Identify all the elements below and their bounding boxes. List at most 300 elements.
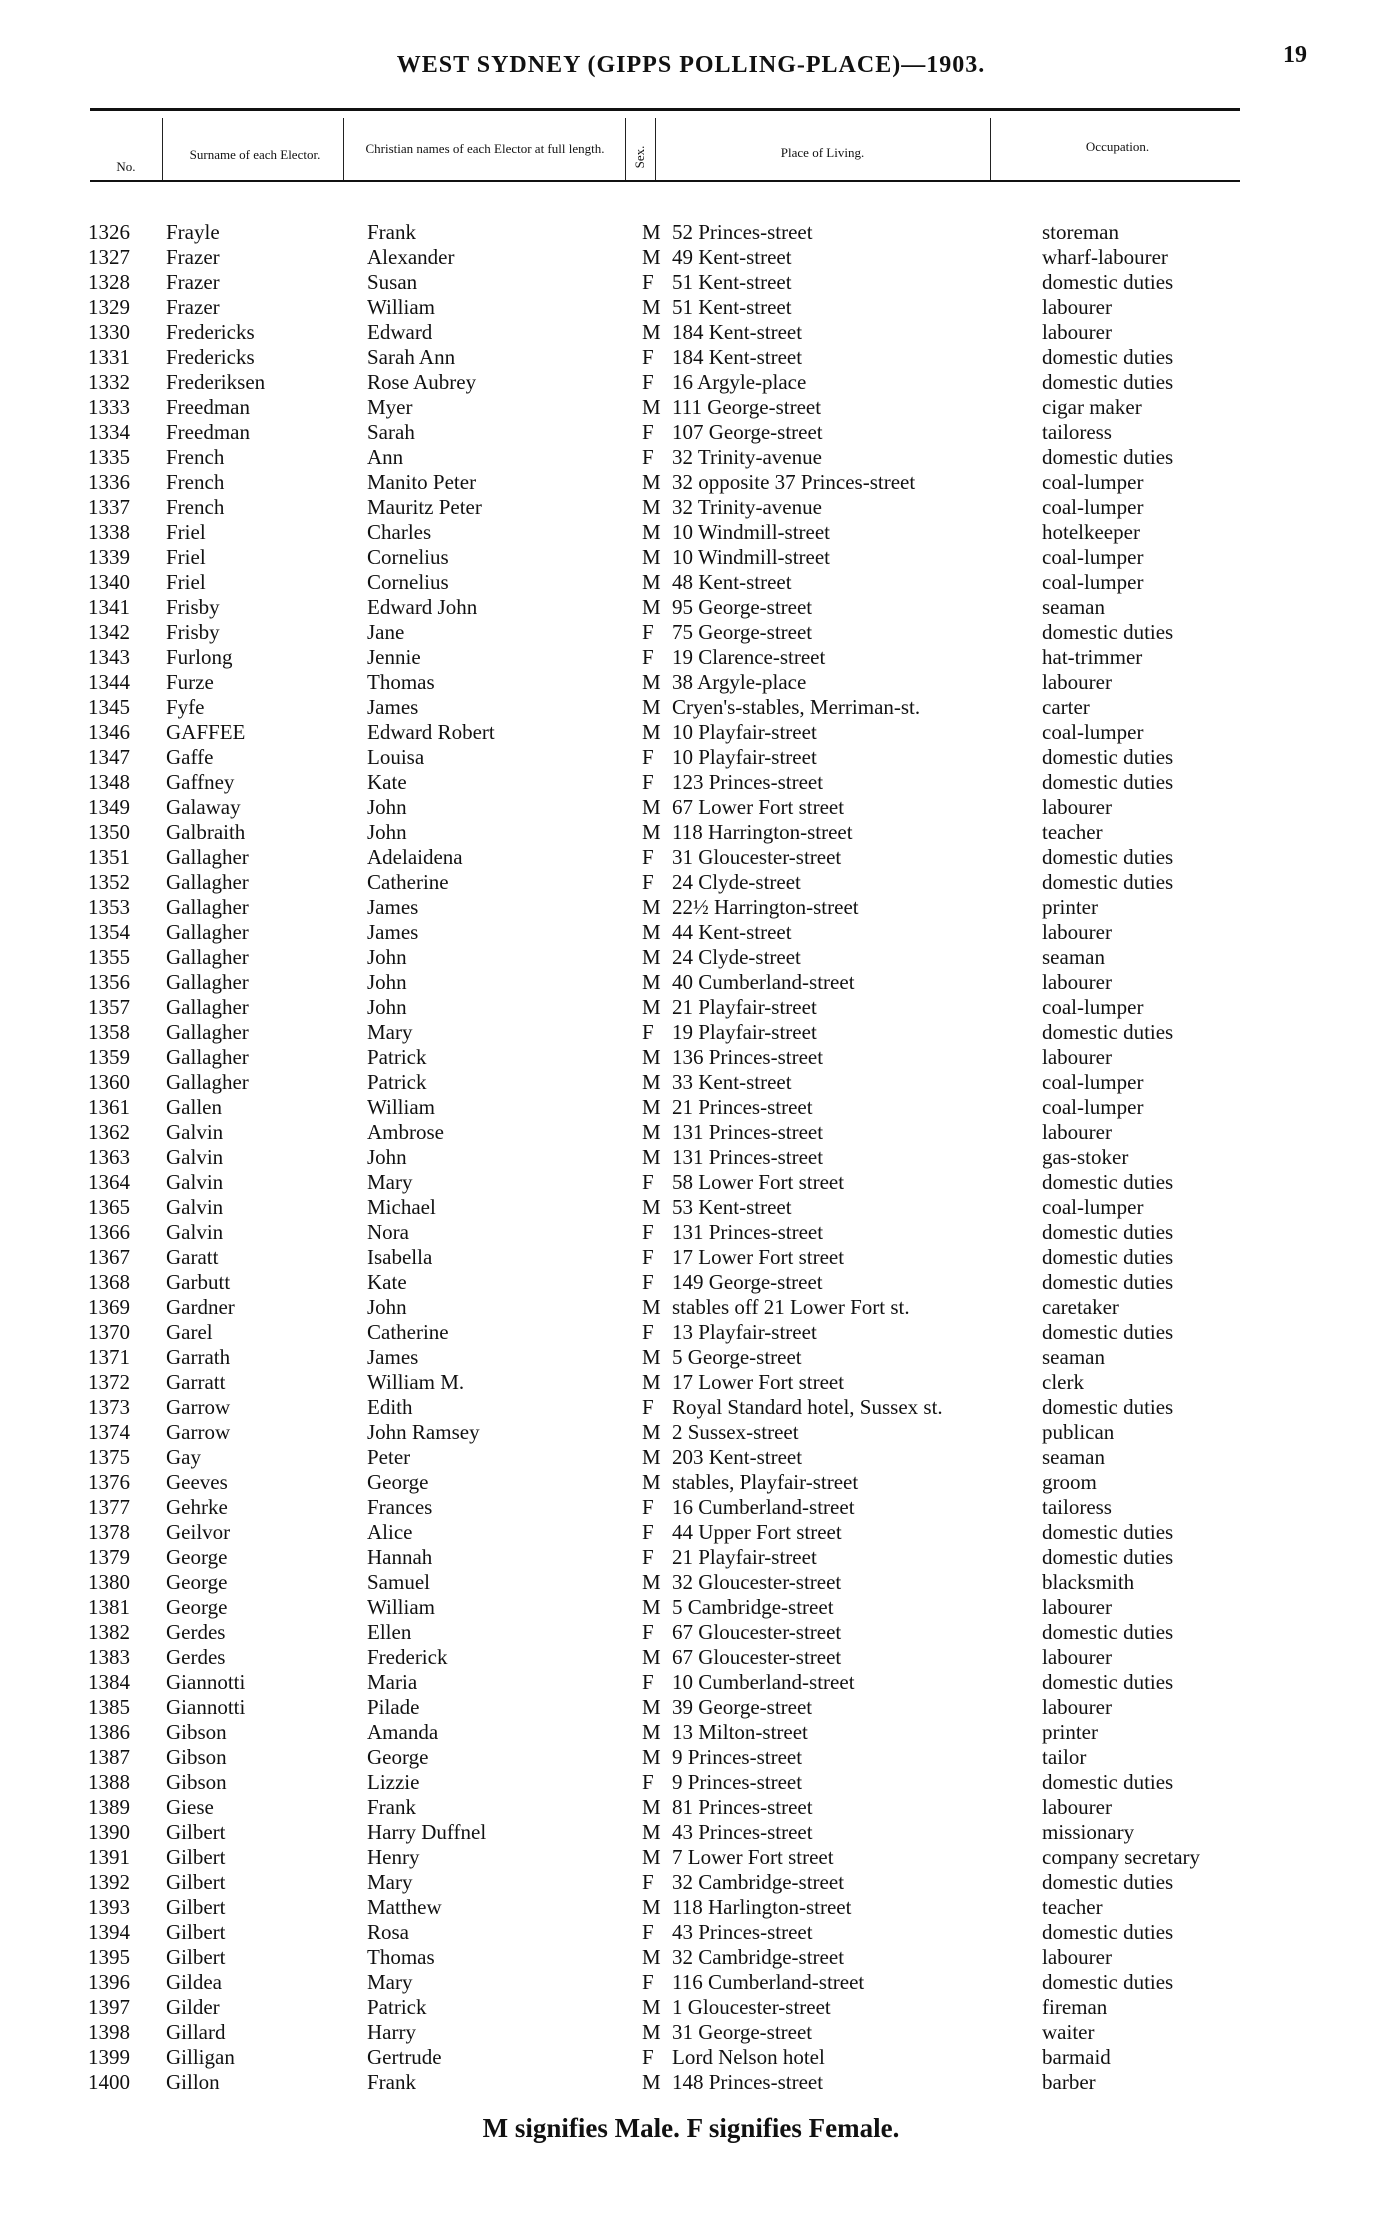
elector-surname: Galvin [166,1170,224,1194]
elector-place-of-living: 49 Kent-street [672,245,792,269]
elector-occupation: domestic duties [1042,1395,1174,1419]
elector-christian-names: John [367,1295,407,1319]
table-row [88,770,1292,795]
elector-surname: Gibson [166,1720,227,1744]
elector-sex: F [642,745,654,769]
elector-christian-names: Jennie [367,645,421,669]
elector-occupation: domestic duties [1042,620,1174,644]
elector-place-of-living: stables off 21 Lower Fort st. [672,1295,910,1319]
elector-surname: Giese [166,1795,214,1819]
table-row [88,420,1292,445]
elector-place-of-living: 39 George-street [672,1695,813,1719]
elector-place-of-living: 184 Kent-street [672,345,803,369]
elector-occupation: seaman [1042,1445,1105,1469]
elector-occupation: domestic duties [1042,1870,1174,1894]
elector-occupation: domestic duties [1042,870,1174,894]
elector-number: 1338 [88,520,130,544]
elector-place-of-living: 10 Cumberland-street [672,1670,855,1694]
elector-occupation: teacher [1042,1895,1103,1919]
elector-occupation: waiter [1042,2020,1095,2044]
elector-christian-names: Harry Duffnel [367,1820,487,1844]
elector-number: 1340 [88,570,130,594]
elector-sex: M [642,795,661,819]
elector-christian-names: George [367,1745,429,1769]
elector-place-of-living: Royal Standard hotel, Sussex st. [672,1395,943,1419]
elector-place-of-living: 24 Clyde-street [672,945,801,969]
elector-number: 1350 [88,820,130,844]
table-row [88,895,1292,920]
elector-surname: Frisby [166,595,220,619]
elector-sex: M [642,2020,661,2044]
elector-place-of-living: 32 Trinity-avenue [672,495,822,519]
elector-christian-names: James [367,1345,419,1369]
table-row [88,295,1292,320]
electors-table-body [88,220,1292,2095]
elector-surname: Garel [166,1320,213,1344]
elector-sex: M [642,495,661,519]
elector-christian-names: Alice [367,1520,413,1544]
elector-sex: M [642,1145,661,1169]
elector-place-of-living: 58 Lower Fort street [672,1170,845,1194]
elector-sex: F [642,1020,654,1044]
elector-surname: Gilbert [166,1945,226,1969]
elector-sex: F [642,1495,654,1519]
elector-sex: F [642,1170,654,1194]
elector-sex: F [642,645,654,669]
table-row [88,970,1292,995]
elector-place-of-living: 53 Kent-street [672,1195,792,1219]
elector-occupation: coal-lumper [1042,995,1144,1019]
elector-occupation: coal-lumper [1042,1195,1144,1219]
column-divider [655,118,656,180]
elector-number: 1370 [88,1320,130,1344]
elector-place-of-living: 51 Kent-street [672,270,792,294]
elector-place-of-living: 67 Gloucester-street [672,1645,842,1669]
elector-surname: Gilbert [166,1895,226,1919]
elector-place-of-living: 5 George-street [672,1345,802,1369]
table-row [88,1970,1292,1995]
elector-occupation: storeman [1042,220,1119,244]
elector-number: 1382 [88,1620,130,1644]
elector-number: 1384 [88,1670,130,1694]
elector-number: 1378 [88,1520,130,1544]
elector-number: 1373 [88,1395,130,1419]
elector-surname: Garatt [166,1245,219,1269]
table-row [88,1945,1292,1970]
column-header-sex: Sex. [632,145,647,169]
elector-occupation: company secretary [1042,1845,1201,1869]
page-title: WEST SYDNEY (GIPPS POLLING-PLACE)—1903. [396,52,986,78]
elector-place-of-living: 51 Kent-street [672,295,792,319]
elector-occupation: domestic duties [1042,270,1174,294]
elector-number: 1349 [88,795,130,819]
elector-christian-names: Matthew [367,1895,442,1919]
table-row [88,1520,1292,1545]
elector-number: 1375 [88,1445,130,1469]
elector-christian-names: Ambrose [367,1120,444,1144]
elector-christian-names: Henry [367,1845,420,1869]
elector-surname: Gallagher [166,870,249,894]
elector-surname: George [166,1570,228,1594]
elector-christian-names: Thomas [367,1945,435,1969]
column-divider [625,118,626,180]
table-row [88,1045,1292,1070]
elector-place-of-living: 107 George-street [672,420,823,444]
elector-surname: Gaffe [166,745,214,769]
elector-number: 1354 [88,920,130,944]
elector-occupation: coal-lumper [1042,720,1144,744]
elector-place-of-living: 21 Playfair-street [672,995,817,1019]
elector-sex: M [642,1570,661,1594]
elector-sex: M [642,1995,661,2019]
table-row [88,1395,1292,1420]
elector-surname: Gay [166,1445,201,1469]
elector-occupation: coal-lumper [1042,1070,1144,1094]
elector-occupation: labourer [1042,670,1112,694]
elector-surname: Furlong [166,645,233,669]
elector-sex: F [642,1670,654,1694]
elector-number: 1366 [88,1220,130,1244]
elector-occupation: groom [1042,1470,1097,1494]
elector-christian-names: William [367,1595,435,1619]
elector-place-of-living: 21 Playfair-street [672,1545,817,1569]
table-row [88,795,1292,820]
elector-place-of-living: 203 Kent-street [672,1445,803,1469]
elector-occupation: seaman [1042,945,1105,969]
elector-sex: M [642,395,661,419]
table-row [88,520,1292,545]
table-row [88,395,1292,420]
table-row [88,1145,1292,1170]
elector-surname: French [166,445,225,469]
elector-place-of-living: 19 Playfair-street [672,1020,817,1044]
elector-surname: Gilbert [166,1845,226,1869]
elector-number: 1327 [88,245,130,269]
elector-sex: M [642,970,661,994]
elector-sex: M [642,1120,661,1144]
elector-christian-names: Nora [367,1220,409,1244]
elector-number: 1351 [88,845,130,869]
elector-christian-names: John Ramsey [367,1420,480,1444]
elector-surname: Garrath [166,1345,231,1369]
table-row [88,1720,1292,1745]
elector-number: 1364 [88,1170,130,1194]
elector-christian-names: Patrick [367,1045,427,1069]
elector-christian-names: Hannah [367,1545,433,1569]
elector-sex: F [642,2045,654,2069]
elector-place-of-living: 111 George-street [672,395,822,419]
elector-christian-names: Patrick [367,1070,427,1094]
elector-surname: Galaway [166,795,241,819]
elector-number: 1336 [88,470,130,494]
elector-surname: Gerdes [166,1620,226,1644]
elector-occupation: labourer [1042,970,1112,994]
elector-surname: Gilligan [166,2045,235,2069]
elector-sex: M [642,1595,661,1619]
table-row [88,1245,1292,1270]
elector-place-of-living: 123 Princes-street [672,770,824,794]
elector-number: 1372 [88,1370,130,1394]
table-row [88,1345,1292,1370]
elector-place-of-living: 1 Gloucester-street [672,1995,831,2019]
elector-number: 1385 [88,1695,130,1719]
elector-christian-names: Frederick [367,1645,448,1669]
elector-occupation: tailor [1042,1745,1087,1769]
elector-number: 1362 [88,1120,130,1144]
elector-place-of-living: 148 Princes-street [672,2070,824,2094]
elector-sex: F [642,370,654,394]
elector-place-of-living: 32 Trinity-avenue [672,445,822,469]
elector-occupation: domestic duties [1042,1245,1174,1269]
elector-christian-names: Harry [367,2020,416,2044]
elector-occupation: labourer [1042,1695,1112,1719]
elector-occupation: labourer [1042,1795,1112,1819]
elector-sex: M [642,1470,661,1494]
elector-surname: Gilbert [166,1920,226,1944]
elector-place-of-living: 44 Kent-street [672,920,792,944]
elector-occupation: barber [1042,2070,1096,2094]
table-row [88,1770,1292,1795]
table-row [88,1470,1292,1495]
table-row [88,2070,1292,2095]
elector-place-of-living: 95 George-street [672,595,813,619]
elector-occupation: domestic duties [1042,1520,1174,1544]
elector-occupation: domestic duties [1042,345,1174,369]
elector-occupation: seaman [1042,1345,1105,1369]
elector-number: 1371 [88,1345,130,1369]
elector-occupation: labourer [1042,320,1112,344]
elector-sex: F [642,1545,654,1569]
table-row [88,645,1292,670]
table-row [88,270,1292,295]
elector-surname: Frazer [166,245,220,269]
elector-sex: F [642,445,654,469]
elector-place-of-living: 32 Cambridge-street [672,1870,845,1894]
table-row [88,920,1292,945]
table-row [88,1220,1292,1245]
elector-sex: M [642,920,661,944]
elector-occupation: caretaker [1042,1295,1119,1319]
elector-surname: Garratt [166,1370,226,1394]
elector-christian-names: Edward [367,320,433,344]
elector-number: 1355 [88,945,130,969]
elector-surname: GAFFEE [166,720,246,744]
table-row [88,845,1292,870]
elector-surname: Frazer [166,270,220,294]
elector-surname: Gildea [166,1970,222,1994]
elector-christian-names: Mary [367,1870,413,1894]
elector-occupation: domestic duties [1042,1770,1174,1794]
elector-surname: Gallagher [166,970,249,994]
table-row [88,1745,1292,1770]
elector-occupation: domestic duties [1042,1320,1174,1344]
elector-christian-names: Mauritz Peter [367,495,482,519]
elector-sex: F [642,1520,654,1544]
elector-occupation: domestic duties [1042,445,1174,469]
elector-christian-names: Amanda [367,1720,439,1744]
elector-occupation: labourer [1042,295,1112,319]
elector-place-of-living: 10 Playfair-street [672,720,817,744]
elector-sex: M [642,1070,661,1094]
header-top-rule [90,108,1240,111]
elector-number: 1347 [88,745,130,769]
elector-surname: Gibson [166,1770,227,1794]
elector-number: 1388 [88,1770,130,1794]
elector-christian-names: William [367,1095,435,1119]
elector-number: 1381 [88,1595,130,1619]
elector-christian-names: Pilade [367,1695,420,1719]
elector-place-of-living: 16 Cumberland-street [672,1495,855,1519]
elector-number: 1369 [88,1295,130,1319]
elector-occupation: clerk [1042,1370,1084,1394]
elector-number: 1332 [88,370,130,394]
elector-sex: M [642,720,661,744]
elector-number: 1386 [88,1720,130,1744]
elector-sex: M [642,295,661,319]
elector-occupation: hotelkeeper [1042,520,1140,544]
elector-place-of-living: 43 Princes-street [672,1920,813,1944]
elector-christian-names: Catherine [367,1320,449,1344]
table-row [88,1195,1292,1220]
elector-sex: F [642,845,654,869]
elector-sex: M [642,520,661,544]
elector-occupation: blacksmith [1042,1570,1135,1594]
elector-christian-names: John [367,945,407,969]
elector-place-of-living: 48 Kent-street [672,570,792,594]
table-row [88,1695,1292,1720]
table-row [88,1295,1292,1320]
elector-christian-names: Edith [367,1395,413,1419]
elector-occupation: labourer [1042,1120,1112,1144]
elector-number: 1396 [88,1970,130,1994]
elector-place-of-living: 75 George-street [672,620,813,644]
elector-occupation: seaman [1042,595,1105,619]
elector-surname: Gerdes [166,1645,226,1669]
elector-sex: M [642,995,661,1019]
elector-number: 1392 [88,1870,130,1894]
column-header-christian-names: Christian names of each Elector at full length. [365,141,605,156]
elector-christian-names: Frank [367,1795,416,1819]
elector-christian-names: Rosa [367,1920,409,1944]
elector-sex: F [642,1970,654,1994]
elector-place-of-living: 67 Gloucester-street [672,1620,842,1644]
elector-number: 1357 [88,995,130,1019]
elector-surname: Gaffney [166,770,235,794]
elector-place-of-living: 81 Princes-street [672,1795,813,1819]
elector-surname: Gallagher [166,945,249,969]
elector-place-of-living: 136 Princes-street [672,1045,824,1069]
elector-sex: M [642,1095,661,1119]
elector-place-of-living: 44 Upper Fort street [672,1520,842,1544]
table-row [88,570,1292,595]
elector-occupation: domestic duties [1042,1670,1174,1694]
elector-number: 1368 [88,1270,130,1294]
elector-surname: Gallagher [166,995,249,1019]
table-row [88,1670,1292,1695]
table-row [88,470,1292,495]
elector-place-of-living: 9 Princes-street [672,1770,803,1794]
table-row [88,870,1292,895]
elector-surname: Gardner [166,1295,235,1319]
elector-occupation: domestic duties [1042,1545,1174,1569]
elector-place-of-living: 33 Kent-street [672,1070,792,1094]
elector-christian-names: Frank [367,2070,416,2094]
elector-number: 1360 [88,1070,130,1094]
elector-occupation: domestic duties [1042,1620,1174,1644]
elector-christian-names: Peter [367,1445,411,1469]
elector-occupation: publican [1042,1420,1115,1444]
elector-surname: Geilvor [166,1520,231,1544]
elector-christian-names: Alexander [367,245,455,269]
elector-number: 1345 [88,695,130,719]
elector-christian-names: Adelaidena [367,845,463,869]
table-row [88,2045,1292,2070]
table-row [88,945,1292,970]
elector-place-of-living: 131 Princes-street [672,1120,824,1144]
table-row [88,1795,1292,1820]
table-row [88,1020,1292,1045]
elector-sex: M [642,220,661,244]
elector-occupation: labourer [1042,795,1112,819]
elector-sex: M [642,1195,661,1219]
elector-surname: Galvin [166,1145,224,1169]
elector-christian-names: William M. [367,1370,465,1394]
elector-occupation: coal-lumper [1042,1095,1144,1119]
elector-sex: M [642,1370,661,1394]
elector-christian-names: Charles [367,520,432,544]
elector-sex: M [642,820,661,844]
elector-christian-names: Ann [367,445,404,469]
elector-sex: F [642,1220,654,1244]
elector-occupation: printer [1042,895,1098,919]
elector-place-of-living: 67 Lower Fort street [672,795,845,819]
elector-surname: Friel [166,570,206,594]
elector-christian-names: John [367,995,407,1019]
elector-christian-names: Catherine [367,870,449,894]
elector-number: 1330 [88,320,130,344]
table-row [88,695,1292,720]
elector-place-of-living: 2 Sussex-street [672,1420,799,1444]
table-row [88,1120,1292,1145]
table-row [88,820,1292,845]
elector-number: 1328 [88,270,130,294]
elector-number: 1363 [88,1145,130,1169]
elector-sex: F [642,770,654,794]
elector-number: 1390 [88,1820,130,1844]
elector-occupation: labourer [1042,1645,1112,1669]
table-row [88,245,1292,270]
elector-surname: Furze [166,670,214,694]
elector-occupation: labourer [1042,1045,1112,1069]
table-row [88,670,1292,695]
elector-place-of-living: 32 opposite 37 Princes-street [672,470,916,494]
table-row [88,595,1292,620]
elector-place-of-living: 131 Princes-street [672,1220,824,1244]
table-row [88,345,1292,370]
table-row [88,545,1292,570]
elector-christian-names: Louisa [367,745,425,769]
table-row [88,1070,1292,1095]
elector-surname: Galvin [166,1220,224,1244]
elector-sex: M [642,1745,661,1769]
elector-surname: Galvin [166,1120,224,1144]
elector-christian-names: Sarah [367,420,415,444]
table-row [88,1845,1292,1870]
elector-occupation: labourer [1042,1945,1112,1969]
elector-sex: M [642,1045,661,1069]
elector-place-of-living: 19 Clarence-street [672,645,826,669]
elector-place-of-living: 10 Windmill-street [672,545,830,569]
